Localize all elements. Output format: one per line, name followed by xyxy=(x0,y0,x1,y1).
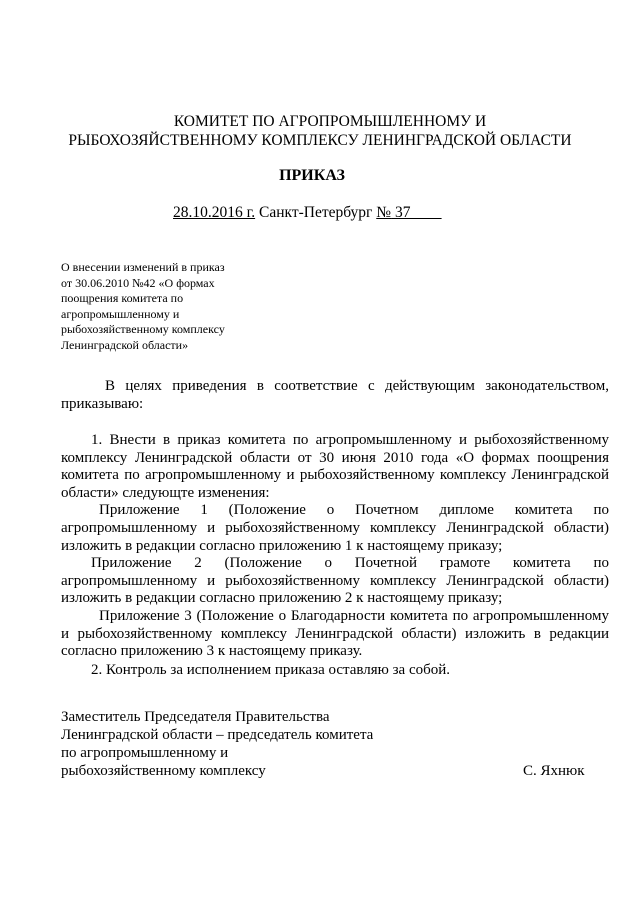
signature-line-2: Ленинградской области – председатель комитета xyxy=(61,727,374,743)
subject-line: от 30.06.2010 №42 «О формах xyxy=(61,275,215,290)
signature-line-1: Заместитель Председателя Правительства xyxy=(61,709,330,725)
order-subject xyxy=(61,260,249,354)
subject-line: поощрения комитета по xyxy=(61,291,184,306)
order-city: Санкт-Петербург xyxy=(255,204,377,221)
order-number-label: № xyxy=(376,204,392,221)
subject-line: О внесении изменений в приказ xyxy=(61,260,225,274)
item-2-block xyxy=(61,662,609,680)
subject-line: Ленинградской области» xyxy=(61,337,189,352)
order-title: ПРИКАЗ xyxy=(279,167,345,184)
item-1-block xyxy=(61,432,609,661)
header-line-1: КОМИТЕТ ПО АГРОПРОМЫШЛЕННОМУ И xyxy=(173,113,487,130)
date-line xyxy=(173,203,473,223)
subject-line: рыбохозяйственному комплексу xyxy=(61,322,225,337)
annex-1-text: Приложение 1 (Положение о Почетном дипломе комитета по агропромышленному и рыбохозяйственному комплексу Ленинградской области) изложить в редакции согласно приложению 1 к настоящему приказу; xyxy=(61,502,609,554)
order-number: 37____ xyxy=(391,204,442,221)
intro-text: В целях приведения в соответствие с действующим законодательством, приказываю: xyxy=(61,378,609,412)
annex-2-text: Приложение 2 (Положение о Почетной грамоте комитета по агропромышленному и рыбохозяйственному комплексу Ленинградской области) изложить в редакции согласно приложению 2 к настоящему приказу; xyxy=(61,555,609,607)
order-date: 28.10.2016 г. xyxy=(173,204,256,221)
signature-line-3: по агропромышленному и xyxy=(61,745,229,761)
intro-paragraph xyxy=(61,378,609,413)
subject-line: агропромышленному и xyxy=(61,306,180,321)
signature-line-4: рыбохозяйственному комплексу xyxy=(61,763,266,779)
annex-3-text: Приложение 3 (Положение о Благодарности комитета по агропромышленному и рыбохозяйственному комплексу Ленинградской области) изложить в редакции согласно приложению 3 к настоящему приказу. xyxy=(61,607,609,660)
item-2-text: 2. Контроль за исполнением приказа оставляю за собой. xyxy=(91,662,451,678)
item-1-text: 1. Внести в приказ комитета по агропромышленному и рыбохозяйственному комплексу Ленинградской области от 30 июня 2010 года «О формах поощрения комитета по агропромышленному и рыбохозяйственному комплексу Ленинградской области» следующте изменения: xyxy=(61,432,609,501)
signatory-name: С. Яхнюк xyxy=(523,763,585,779)
header-line-2: РЫБОХОЗЯЙСТВЕННОМУ КОМПЛЕКСУ ЛЕНИНГРАДСКОЙ ОБЛАСТИ xyxy=(68,132,572,149)
